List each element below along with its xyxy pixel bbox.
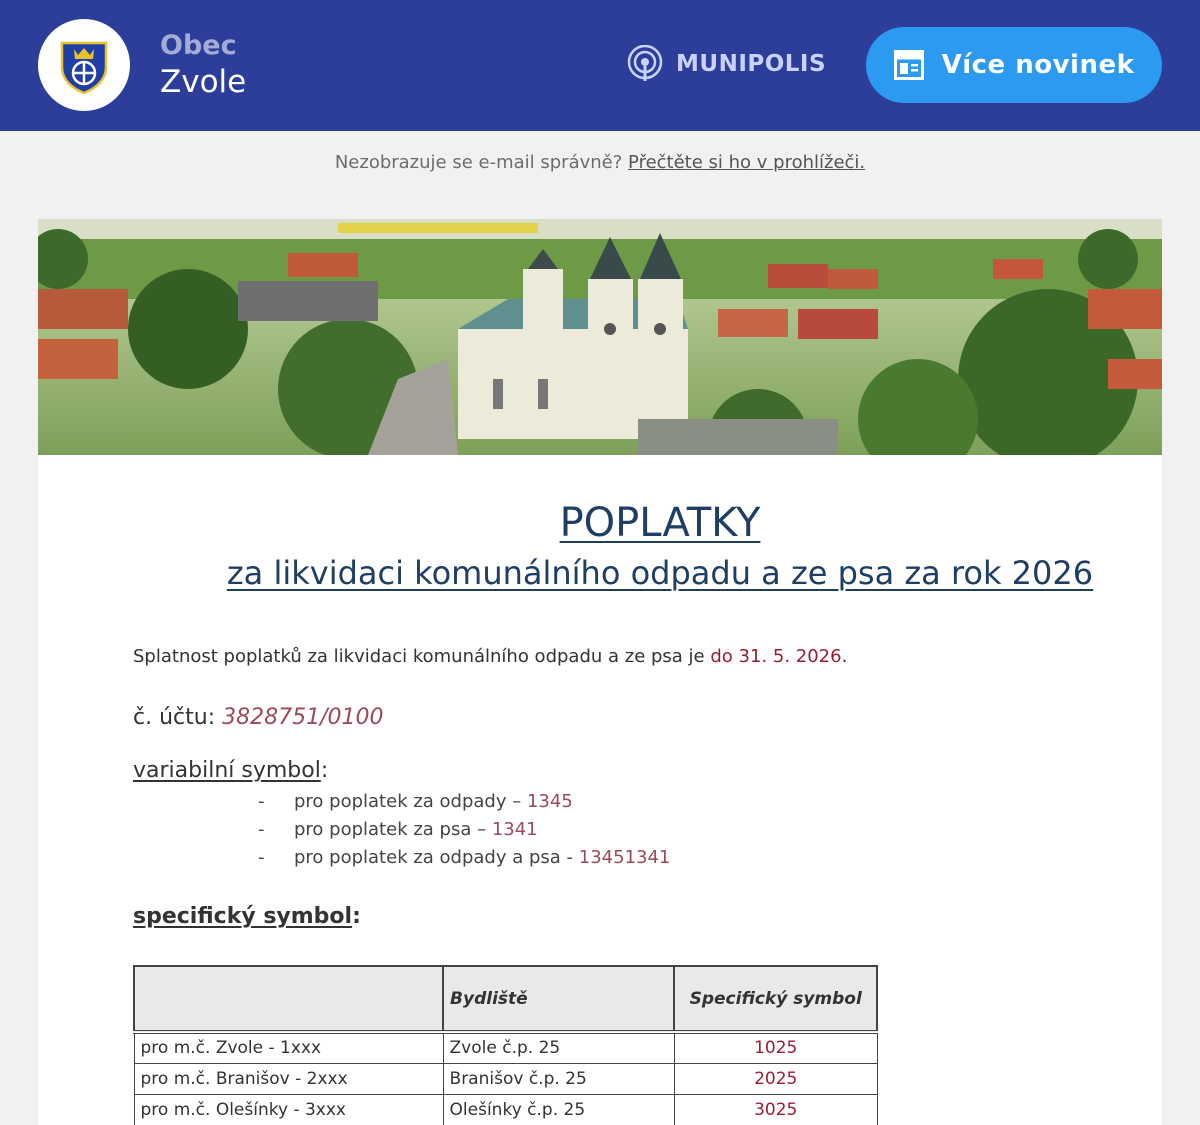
hero-village-photo xyxy=(38,219,1162,455)
table-cell: 3025 xyxy=(674,1094,877,1125)
account-number-line xyxy=(133,705,384,730)
table-header-cell xyxy=(134,966,443,1032)
vs-item-code: 1345 xyxy=(526,791,573,812)
specific-symbol-colon: : xyxy=(352,904,361,929)
table-cell: Olešínky č.p. 25 xyxy=(443,1094,674,1125)
document-subtitle: za likvidaci komunálního odpadu a ze psa za rok 2026 xyxy=(226,554,1094,592)
table-row xyxy=(134,1063,877,1094)
variable-symbol-heading-text: variabilní symbol xyxy=(133,758,321,783)
vs-item-code: 13451341 xyxy=(578,847,671,868)
vs-item-text: pro poplatek za odpady a psa - xyxy=(294,847,579,868)
due-date-period: . xyxy=(841,646,848,667)
table-cell: 1025 xyxy=(674,1032,877,1063)
vs-item-code: 1341 xyxy=(491,819,538,840)
munipolis-logo[interactable] xyxy=(626,44,826,84)
due-date-value: do 31. 5. 2026 xyxy=(710,646,842,667)
notice-text: Nezobrazuje se e-mail správně? xyxy=(334,152,623,173)
table-header-cell: Bydliště xyxy=(443,966,674,1032)
table-header-row xyxy=(134,966,877,1032)
table-cell: pro m.č. Zvole - 1xxx xyxy=(134,1032,443,1063)
variable-symbol-list xyxy=(258,788,670,872)
variable-symbol-heading xyxy=(133,758,328,783)
list-item xyxy=(258,844,670,872)
table-row xyxy=(134,1032,877,1063)
open-in-browser-link[interactable]: Přečtěte si ho v prohlížeči. xyxy=(628,152,866,173)
brand-title: Zvole xyxy=(160,64,247,100)
table-cell: 2025 xyxy=(674,1063,877,1094)
broadcast-icon xyxy=(626,45,664,83)
account-number: 3828751/0100 xyxy=(222,705,384,730)
vs-item-text: pro poplatek za odpady – xyxy=(294,791,527,812)
brand-subtitle: Obec xyxy=(160,30,237,61)
munipolis-label: MUNIPOLIS xyxy=(676,51,827,77)
table-header-cell: Specifický symbol xyxy=(674,966,877,1032)
header xyxy=(0,0,1200,131)
table-cell: Branišov č.p. 25 xyxy=(443,1063,674,1094)
variable-symbol-colon: : xyxy=(320,758,329,783)
due-date-lead: Splatnost poplatků za likvidaci komunálního odpadu a ze psa je xyxy=(133,646,705,667)
more-news-label: Více novinek xyxy=(941,50,1135,80)
table-row xyxy=(134,1094,877,1125)
more-news-button[interactable] xyxy=(866,27,1162,103)
newspaper-icon xyxy=(894,50,924,80)
document-title: POPLATKY xyxy=(559,500,761,546)
browser-notice xyxy=(0,152,1200,173)
coat-of-arms-icon xyxy=(58,37,110,95)
municipality-logo[interactable] xyxy=(38,19,130,111)
list-item xyxy=(258,816,670,844)
list-item xyxy=(258,788,670,816)
specific-symbol-heading xyxy=(133,904,361,929)
table-cell: pro m.č. Branišov - 2xxx xyxy=(134,1063,443,1094)
table-cell: Zvole č.p. 25 xyxy=(443,1032,674,1063)
account-label: č. účtu: xyxy=(133,705,216,730)
table-cell: pro m.č. Olešínky - 3xxx xyxy=(134,1094,443,1125)
specific-symbol-heading-text: specifický symbol xyxy=(133,904,353,929)
vs-item-text: pro poplatek za psa – xyxy=(294,819,492,840)
due-date-text xyxy=(133,646,847,667)
specific-symbol-table xyxy=(133,965,878,1125)
